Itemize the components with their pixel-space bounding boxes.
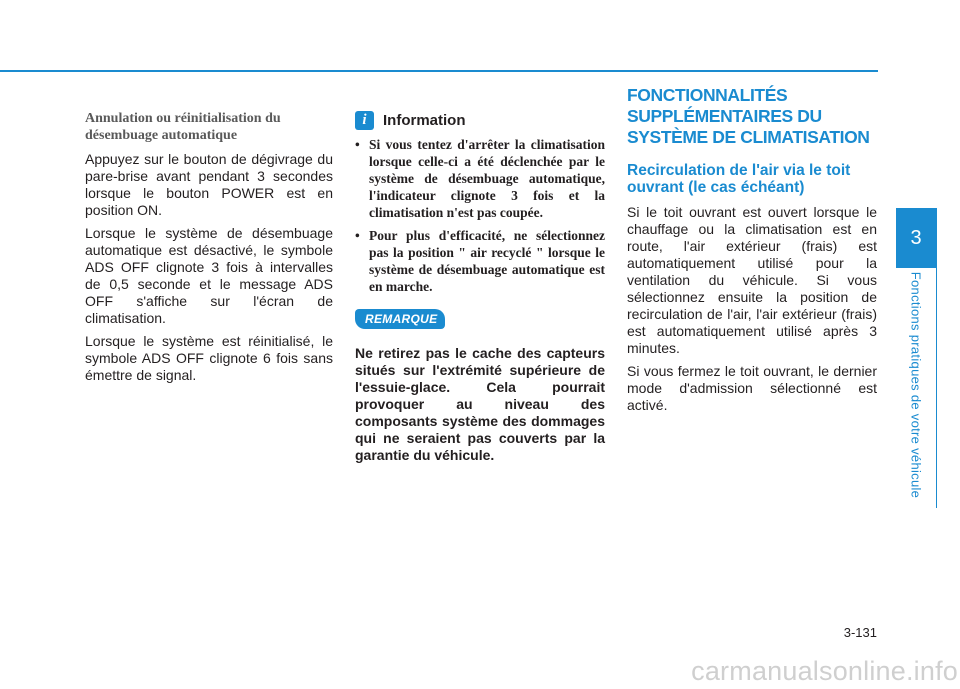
paragraph: Si vous fermez le toit ouvrant, le dernier mode d'admission sélectionné est activé. — [627, 363, 877, 413]
remark-badge: REMARQUE — [355, 309, 445, 329]
page-number: 3-131 — [843, 625, 877, 640]
information-header — [355, 110, 605, 130]
top-divider — [0, 70, 878, 72]
watermark: carmanualsonline.info — [691, 656, 958, 686]
information-list — [355, 136, 605, 295]
bullet-icon: • — [355, 137, 360, 152]
paragraph: Appuyez sur le bouton de dégivrage du pare-brise avant pendant 3 secondes lorsque le bouton POWER est en position ON. — [85, 151, 333, 218]
list-item-text: Pour plus d'efficacité, ne sélectionnez pas la position " air recyclé " lorsque le système de désembuage automatique est en marche. — [369, 228, 605, 294]
section-title: FONCTIONNALITÉS SUPPLÉMENTAIRES DU SYSTÈME DE CLIMATISATION — [627, 85, 870, 147]
section-subheading: Recirculation de l'air via le toit ouvrant (le cas échéant) — [627, 162, 851, 196]
left-column — [85, 110, 333, 390]
remark-text: Ne retirez pas le cache des capteurs situés sur l'extrémité supérieure de l'essuie-glace. Cela pourrait provoquer au niveau des composants système des dommages qui ne seraient pas couverts par la garantie du véhicule. — [355, 345, 605, 463]
remark-badge-wrap — [355, 309, 605, 331]
chapter-tab: 3 — [896, 208, 936, 268]
section-subheading: Annulation ou réinitialisation du désembuage automatique — [85, 111, 281, 143]
paragraph: Si le toit ouvrant est ouvert lorsque le chauffage ou la climatisation est en route, l'air extérieur (frais) est automatiquement utilisé pour la ventilation du véhicule. Si vous sélectionnez ensuite la position de recirculation de l'air, l'air extérieur (frais) est automatiquement utilisé après 3 minutes. — [627, 204, 877, 356]
middle-column — [355, 110, 605, 464]
paragraph: Lorsque le système est réinitialisé, le symbole ADS OFF clignote 6 fois sans émettre de signal. — [85, 333, 333, 383]
list-item — [355, 136, 605, 221]
chapter-divider — [936, 208, 937, 508]
bullet-icon: • — [355, 228, 360, 243]
list-item-text: Si vous tentez d'arrêter la climatisation lorsque celle-ci a été déclenchée par le système de désembuage automatique, l'indicateur clignote 3 fois et la climatisation n'est pas coupée. — [369, 137, 605, 220]
info-icon: i — [355, 111, 374, 130]
right-column — [627, 85, 877, 420]
chapter-title: Fonctions pratiques de votre véhicule — [908, 271, 924, 499]
list-item — [355, 227, 605, 295]
information-title: Information — [383, 111, 466, 129]
paragraph: Lorsque le système de désembuage automatique est désactivé, le symbole ADS OFF clignote 3 fois à intervalles de 0,5 seconde et le message ADS OFF s'affiche sur l'écran de climatisation. — [85, 225, 333, 326]
